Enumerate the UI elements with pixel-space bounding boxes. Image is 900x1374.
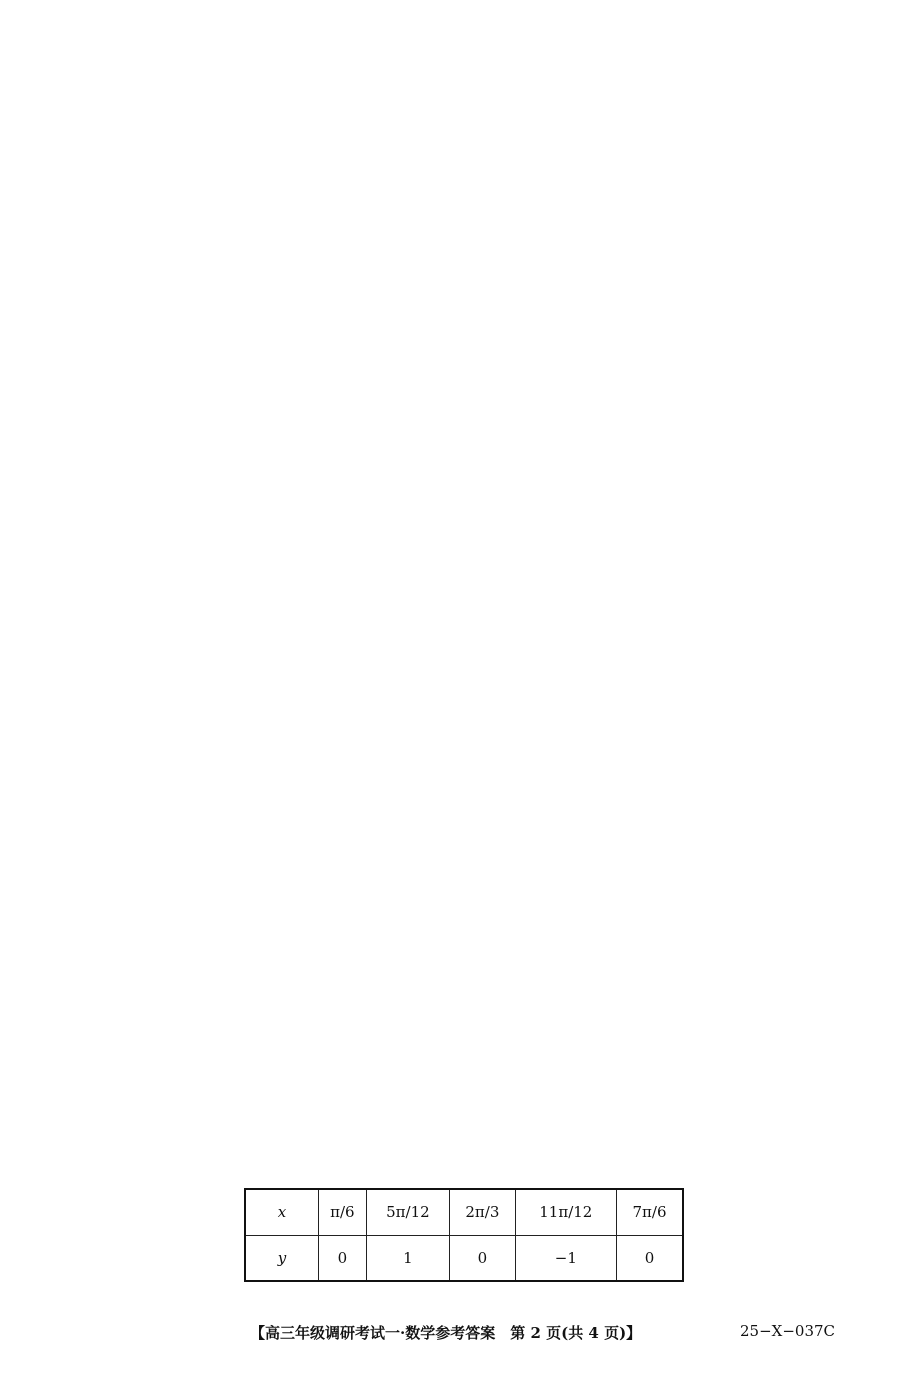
table-cell: 7π/6 (616, 1189, 683, 1235)
table-cell: 0 (450, 1235, 516, 1281)
table-row-y (245, 1235, 683, 1281)
values-table (244, 1188, 684, 1282)
table-cell: 0 (616, 1235, 683, 1281)
table-cell: 5π/12 (366, 1189, 449, 1235)
footer-code: 25−X−037C (740, 1322, 836, 1340)
footer-title: 【高三年级调研考试一·数学参考答案 第 2 页(共 4 页)】 (250, 1324, 642, 1342)
table-header-x: x (245, 1189, 319, 1235)
table-cell: π/6 (319, 1189, 367, 1235)
table-cell: 2π/3 (450, 1189, 516, 1235)
table-cell: 0 (319, 1235, 367, 1281)
table-cell: −1 (515, 1235, 616, 1281)
table-cell: 1 (366, 1235, 449, 1281)
table-row-x (245, 1189, 683, 1235)
table-cell: 11π/12 (515, 1189, 616, 1235)
table-header-y: y (245, 1235, 319, 1281)
